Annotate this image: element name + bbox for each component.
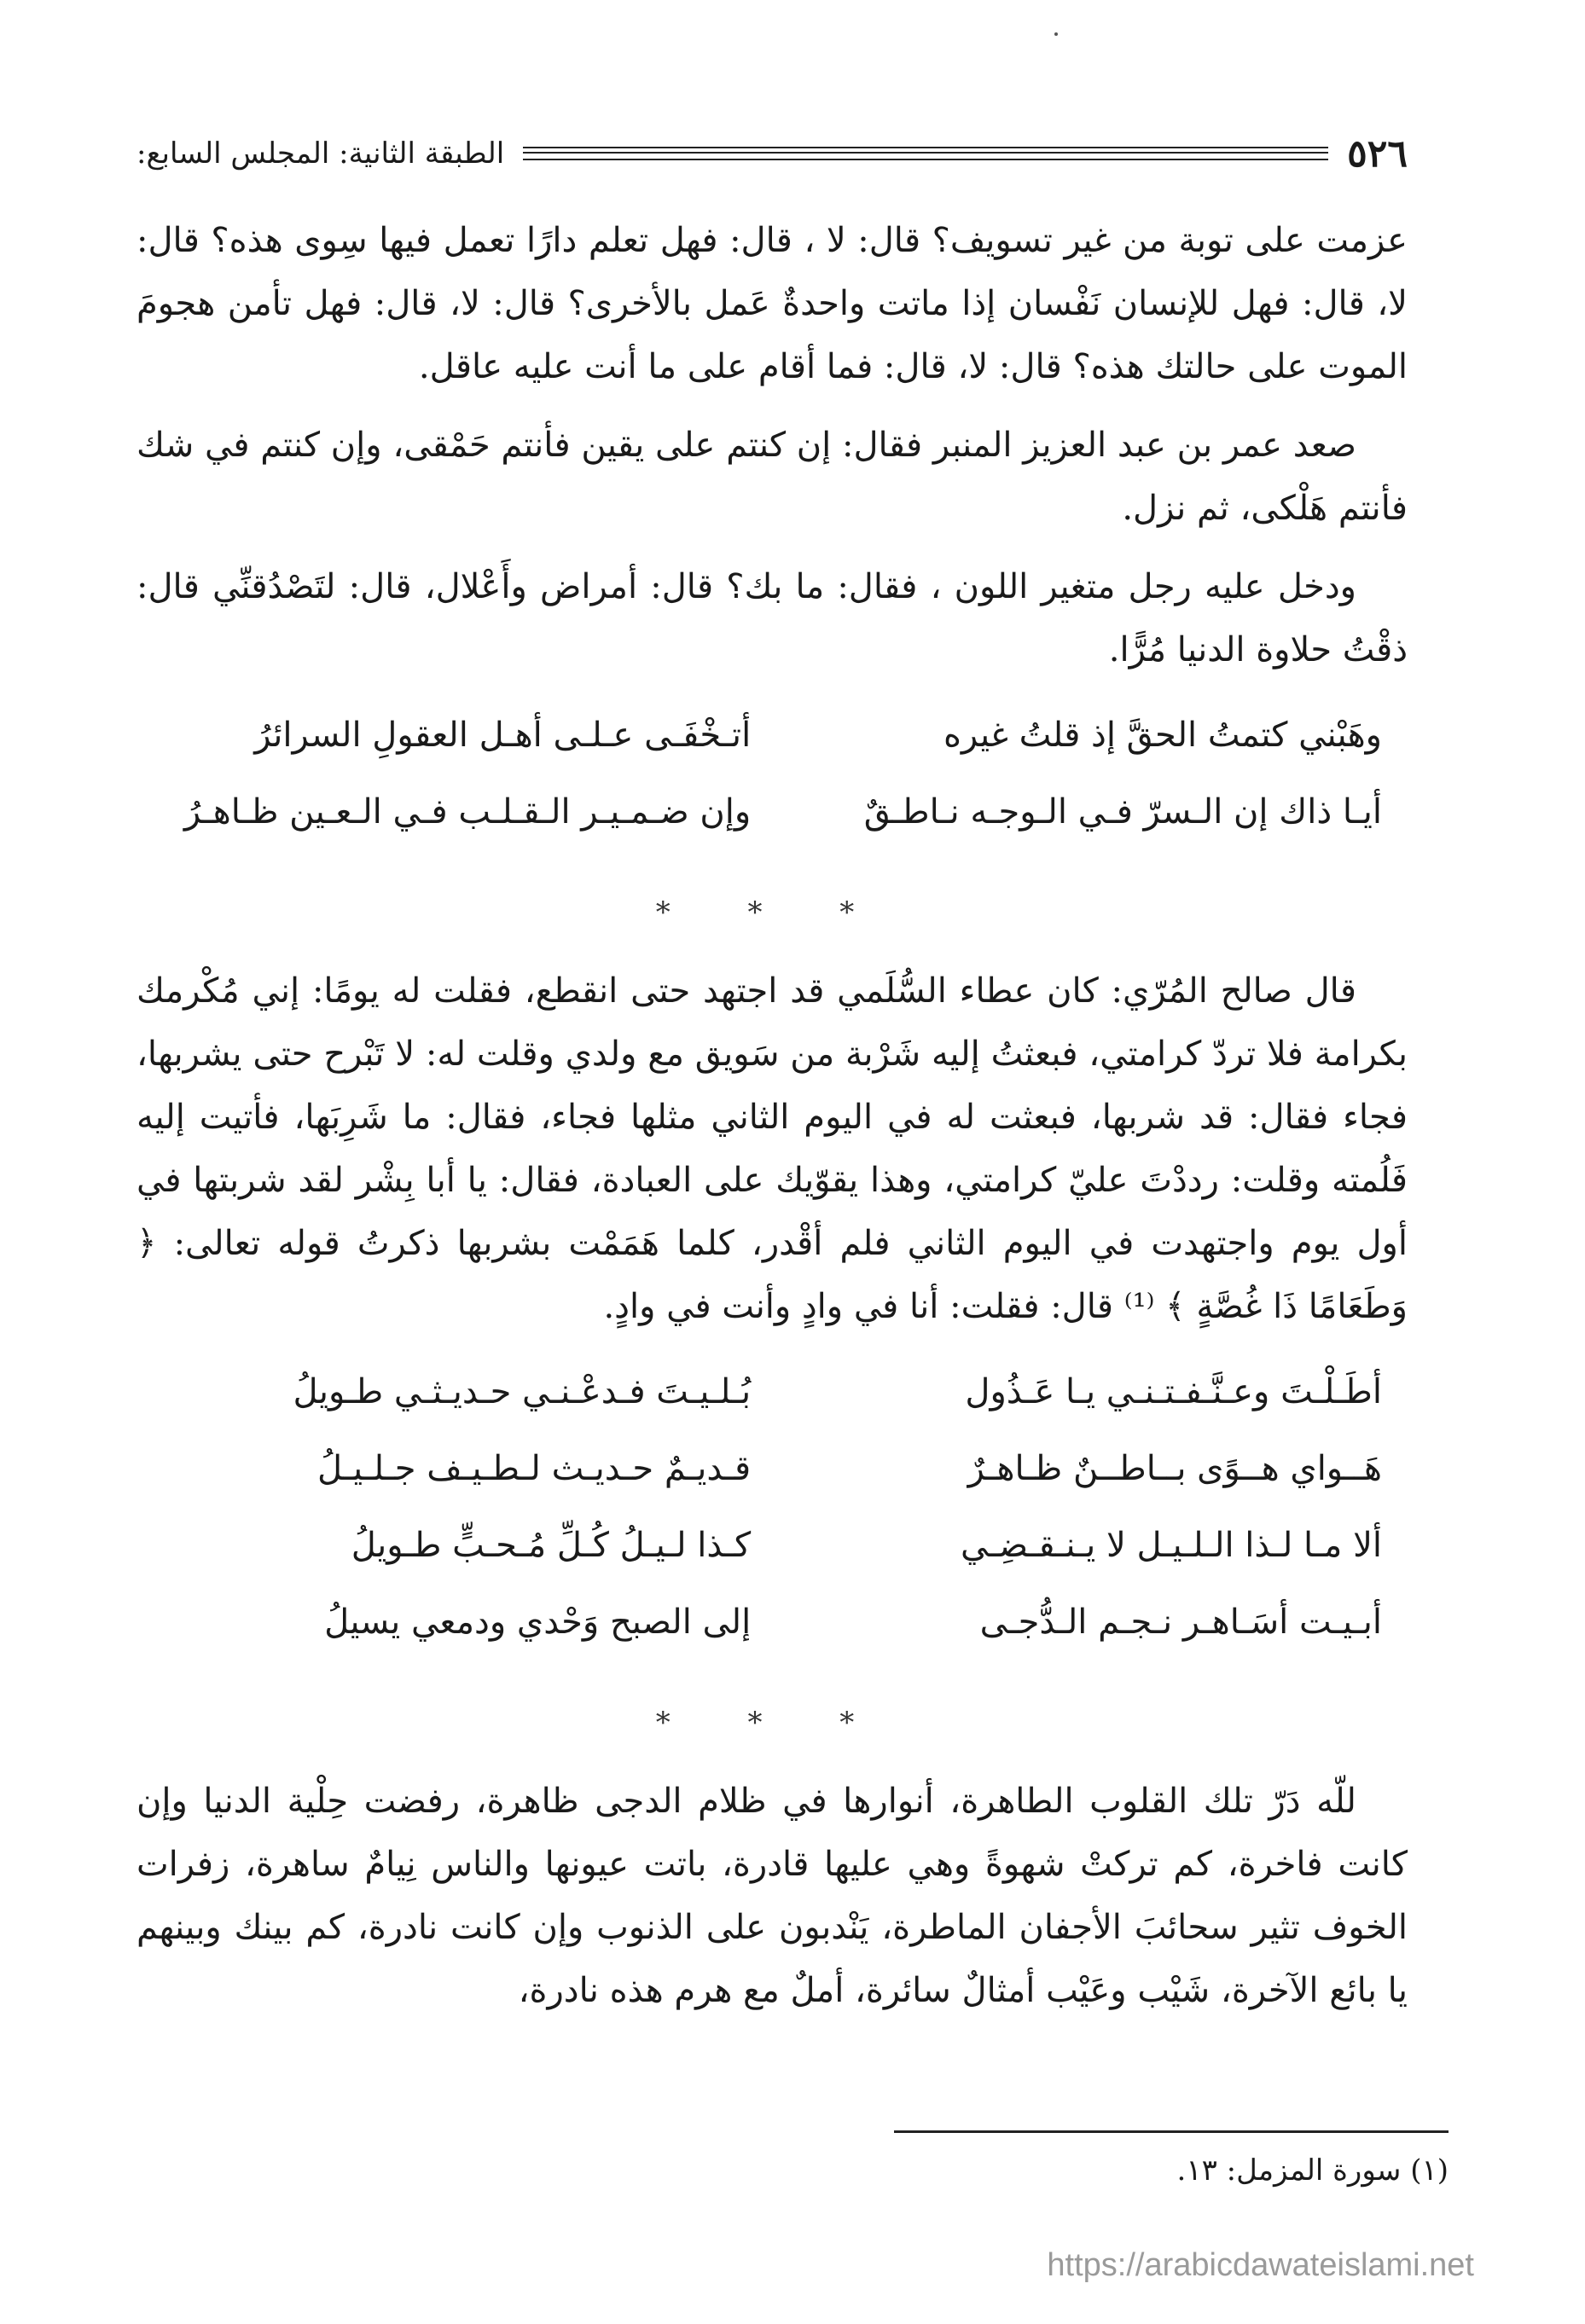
page-header: [136, 126, 1408, 181]
verse-first-half: وهَبْني كتمتُ الحقَّ إذ قلتُ غيره: [943, 716, 1382, 755]
poem-verse: [136, 697, 1408, 774]
verse-first-half: أيـا ذاك إن الـسرّ فـي الـوجـه نـاطـقٌ: [863, 792, 1382, 832]
paragraph: قال صالح المُرّي: كان عطاء السُّلَمي قد اجتهد حتى انقطع، فقلت له يومًا: إني مُكْرمك بكرامة فلا تردّ كرامتي، فبعثتُ إليه شَرْبة من سَويق مع ولدي وقلت له: لا تَبْرح حتى يشربها، فجاء فقال: قد شربها، فبعثت له في اليوم الثاني مثلها فجاء، فقال: ما شَرِبَها، فأتيت إليه فَلُمته وقلت: رددْتَ عليّ كرامتي، وهذا يقوّيك على العبادة، فقال: يا أبا بِشْر لقد شربتها في أول يوم واجتهدت في اليوم الثاني فلم أقْدر، كلما هَمَمْت بشربها ذكرتُ قوله تعالى: ﴿ وَطَعَامًا ذَا غُصَّةٍ ﴾ ⁽¹⁾ قال: فقلت: أنا في وادٍ وأنت في وادٍ.: [136, 971, 1408, 1326]
watermark-url: https://arabicdawateislami.net: [1047, 2247, 1474, 2283]
verse-first-half: أبـيـت أسَـاهـر نـجـم الـدُّجـى: [979, 1602, 1382, 1642]
verse-second-half: بُـلـيـتَ فـدعْـنـي حـديـثـي طـويلُ: [293, 1372, 752, 1411]
poem-verse: [136, 1353, 1408, 1430]
running-title: الطبقة الثانية: المجلس السابع:: [136, 136, 505, 171]
footnote-rule: [894, 2130, 1449, 2133]
verse-second-half: قـديـمٌ حـديـث لـطـيـف جـلـيـلُ: [317, 1449, 752, 1488]
paragraph: ودخل عليه رجل متغير اللون ، فقال: ما بك؟ قال: أمراض وأَعْلال، قال: لتَصْدُقنِّي قال: ذقْتُ حلاوة الدنيا مُرًّا.: [136, 567, 1408, 669]
header-double-rule: [523, 147, 1328, 160]
section-separator: * * *: [655, 895, 889, 930]
verse-second-half: كـذا لـيـلُ كُـلِّ مُـحـبٍّ طـويلُ: [351, 1526, 752, 1565]
paragraph: عزمت على توبة من غير تسويف؟ قال: لا ، قال: فهل تعلم دارًا تعمل فيها سِوى هذه؟ قال: لا، قال: فهل للإنسان نَفْسان إذا ماتت واحدةٌ عَمل بالأخرى؟ قال: لا، قال: فهل تأمن هجومَ الموت على حالتك هذه؟ قال: لا، قال: فما أقام على ما أنت عليه عاقل.: [136, 221, 1408, 386]
footnote: (١) سورة المزمل: ١٣.: [1176, 2153, 1449, 2188]
verse-first-half: ألا مـا لـذا الـلـيـل لا يـنـقـضِـي: [960, 1526, 1382, 1565]
paragraph: صعد عمر بن عبد العزيز المنبر فقال: إن كنتم على يقين فأنتم حَمْقى، وإن كنتم في شك فأنتم هَلْكى، ثم نزل.: [136, 426, 1408, 528]
stray-dot: [1054, 32, 1058, 36]
poem-verse: [136, 1584, 1408, 1660]
poem-verse: [136, 774, 1408, 850]
poem-2: [136, 1353, 1408, 1660]
poem-verse: [136, 1430, 1408, 1507]
verse-first-half: أطَـلْـتَ وعـنَّـفـتـنـي يـا عَـذُول: [965, 1372, 1382, 1411]
paragraph: للّه دَرّ تلك القلوب الطاهرة، أنوارها في ظلام الدجى ظاهرة، رفضت حِلْية الدنيا وإن كانت فاخرة، كم تركتْ شهوةً وهي عليها قادرة، باتت عيونها والناس نِيامٌ ساهرة، زفرات الخوف تثير سحائبَ الأجفان الماطرة، يَنْدبون على الذنوب وإن كانت نادرة، كم بينك وبينهم يا بائع الآخرة، شَيْب وعَيْب أمثالٌ سائرة، أملٌ مع هرم هذه نادرة،: [136, 1782, 1408, 2010]
poem-1: [136, 697, 1408, 850]
verse-second-half: إلى الصبح وَحْدي ودمعي يسيلُ: [324, 1602, 752, 1642]
page-number: ٥٢٦: [1347, 131, 1408, 176]
poem-verse: [136, 1507, 1408, 1584]
verse-first-half: هَــواي هــوًى بــاطــنٌ ظـاهـرٌ: [967, 1449, 1382, 1488]
page-body: [136, 209, 1408, 2037]
section-separator: * * *: [655, 1706, 889, 1740]
verse-second-half: وإن ضـمـيـر الـقـلـب فـي الـعـين ظـاهـرُ: [183, 792, 752, 832]
verse-second-half: أتـخْفَـى عـلـى أهـل العقولِ السرائرُ: [254, 716, 752, 755]
